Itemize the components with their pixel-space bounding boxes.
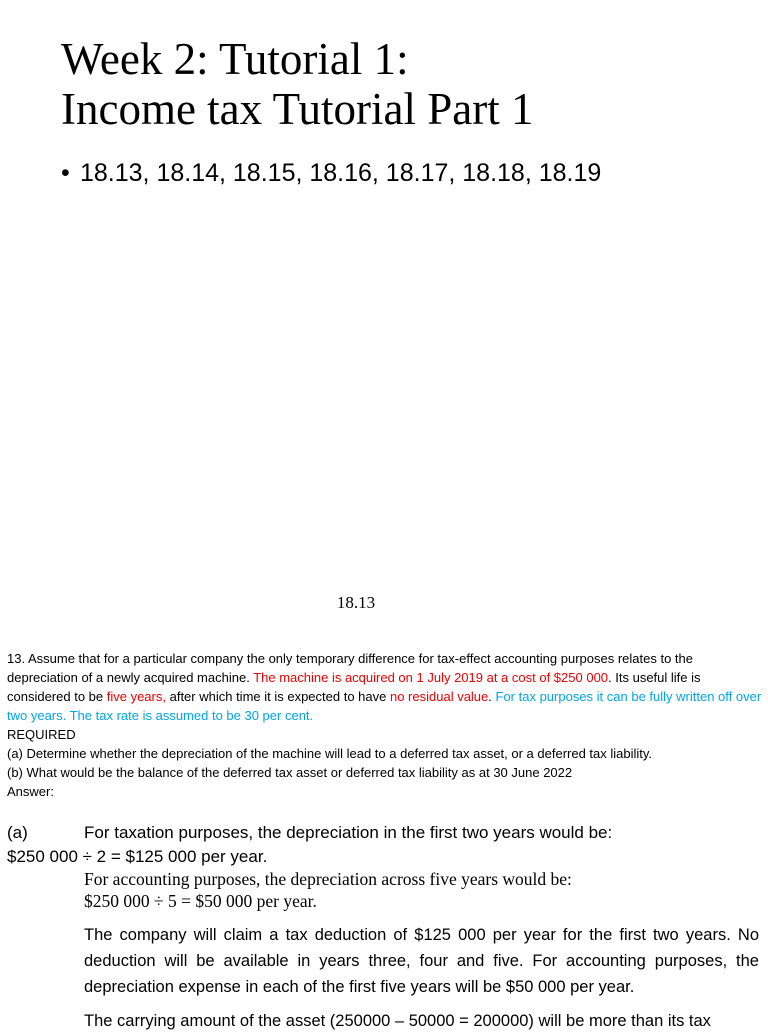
answer-label: Answer:: [7, 784, 54, 799]
machine-cost-highlight: The machine is acquired on 1 July 2019 at a cost of $250 000: [253, 670, 609, 685]
required-label: REQUIRED: [7, 727, 76, 742]
exercise-list-text: 18.13, 18.14, 18.15, 18.16, 18.17, 18.18, 18.19: [80, 159, 602, 187]
accounting-depreciation-calc: $250 000 ÷ 5 = $50 000 per year.: [84, 891, 317, 911]
question-part-b: (b) What would be the balance of the deferred tax asset or deferred tax liability as at 30 June 2022: [7, 765, 573, 780]
answer-part-a: [7, 821, 667, 869]
answer-a-label: (a): [7, 823, 28, 842]
tax-rate-highlight: For tax purposes it can be fully written off over two years. The tax rate is assumed to be 30 per cent.: [7, 689, 762, 723]
tax-depreciation-line: For taxation purposes, the depreciation in the first two years would be:: [84, 823, 613, 842]
accounting-depreciation-line: For accounting purposes, the depreciation across five years would be:: [84, 869, 572, 889]
slide-title: [61, 34, 533, 134]
question-part-a: (a) Determine whether the depreciation of the machine will lead to a deferred tax asset, or a deferred tax liability.: [7, 746, 653, 761]
question-text: . Its useful life is considered to be: [7, 670, 701, 704]
section-label: 18.13: [336, 593, 376, 612]
explanation-paragraph: The company will claim a tax deduction of $125 000 per year for the first two years. No deduction will be available in years three, four and five. For accounting purposes, the depreciation expense in each of the first five years will be $50 000 per year.: [84, 926, 759, 996]
question-block: [7, 649, 763, 801]
bullet-dot-icon: •: [61, 159, 70, 187]
tax-depreciation-calc: $250 000 ÷ 2 = $125 000 per year.: [7, 847, 268, 866]
title-line-1: Week 2: Tutorial 1:: [61, 34, 409, 84]
title-line-2: Income tax Tutorial Part 1: [61, 84, 534, 134]
useful-life-highlight: five years,: [106, 689, 166, 704]
exercise-list-bullet: [61, 156, 601, 190]
carrying-amount-paragraph: The carrying amount of the asset (250000 – 50000 = 200000) will be more than its tax: [84, 1012, 711, 1030]
question-text: after which time it is expected to have: [165, 689, 390, 704]
accounting-depreciation-block: [84, 868, 572, 912]
question-intro: [7, 649, 763, 725]
question-text: 13. Assume that for a particular company the only temporary difference for tax-effect accounting purposes relates to the depreciation of a newly acquired machine.: [7, 651, 694, 685]
residual-value-highlight: no residual value: [389, 689, 489, 704]
question-text: .: [488, 689, 496, 704]
